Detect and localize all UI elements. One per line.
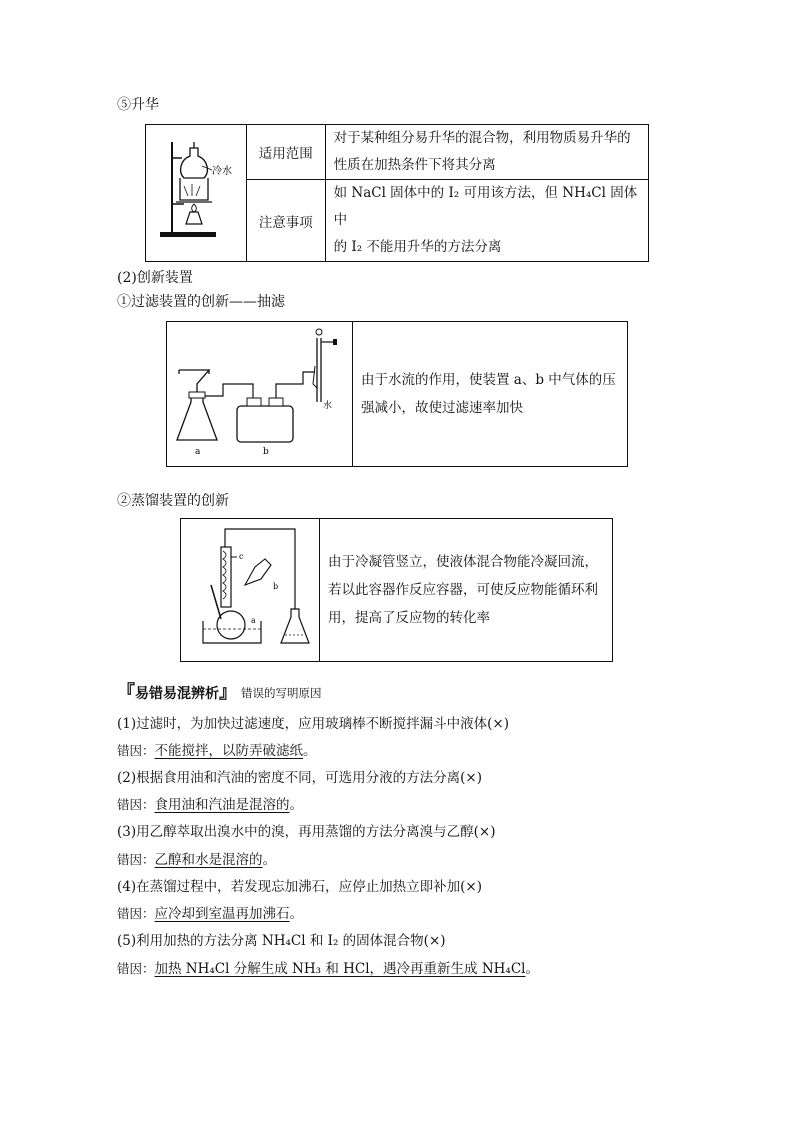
distillation-table	[180, 518, 613, 662]
reason-prefix: 错因：	[117, 797, 155, 812]
scope-content	[325, 125, 648, 180]
section-heading-filtration: ①过滤装置的创新——抽滤	[117, 294, 285, 310]
error-statement: (3)用乙醇萃取出溴水中的溴，再用蒸馏的方法分离溴与乙醇(×)	[117, 824, 496, 840]
distillation-description	[320, 519, 613, 662]
error-reason	[117, 850, 276, 870]
error-analysis-heading	[117, 683, 322, 703]
suction-filtration-figure	[167, 322, 352, 462]
section-heading-sublimation: ⑤升华	[117, 97, 159, 113]
distillation-line: 用，提高了反应物的转化率	[328, 610, 490, 626]
reason-end: 。	[289, 906, 304, 922]
section-heading-distillation: ②蒸馏装置的创新	[117, 493, 229, 509]
distillation-line: 由于冷凝管竖立，使液体混合物能冷凝回流，	[328, 554, 598, 570]
bottle-b-label: b	[263, 447, 269, 457]
reason-prefix: 错因：	[117, 743, 155, 758]
filtration-description	[353, 322, 628, 467]
error-analysis-title: 易错易混辨析	[135, 686, 219, 702]
distillation-figure-cell	[181, 519, 320, 662]
flask-a-label: a	[195, 447, 201, 457]
reflux-distillation-figure	[181, 519, 319, 657]
filtration-line: 由于水流的作用，使装置 a、b 中气体的压	[361, 372, 616, 388]
error-analysis-subtitle: 错误的写明原因	[241, 686, 322, 700]
error-reason	[117, 741, 317, 761]
notes-line: 的 I₂ 不能用升华的方法分离	[333, 239, 502, 255]
condenser-c-label: c	[239, 552, 244, 561]
bracket-close: 』	[219, 682, 237, 703]
error-statement: (5)利用加热的方法分离 NH₄Cl 和 I₂ 的固体混合物(×)	[117, 933, 446, 949]
reason-text: 食用油和汽油是混溶的	[154, 797, 290, 813]
filtration-table	[166, 321, 628, 467]
scope-line: 对于某种组分易升华的混合物，利用物质易升华的	[333, 130, 631, 146]
notes-content	[325, 180, 648, 262]
water-label: 水	[323, 401, 333, 411]
reason-end: 。	[262, 852, 277, 868]
flask-a-label: a	[251, 616, 256, 625]
reason-text: 乙醇和水是混溶的	[154, 852, 263, 868]
reason-prefix: 错因：	[117, 906, 155, 921]
reason-text: 不能搅拌，以防弄破滤纸	[154, 743, 304, 759]
error-reason	[117, 904, 303, 924]
error-statement: (4)在蒸馏过程中，若发现忘加沸石，应停止加热立即补加(×)	[117, 879, 482, 895]
reason-text: 加热 NH₄Cl 分解生成 NH₃ 和 HCl，遇冷再重新生成 NH₄Cl	[154, 961, 526, 977]
notes-line: 如 NaCl 固体中的 I₂ 可用该方法，但 NH₄Cl 固体中	[333, 185, 638, 228]
sublimation-apparatus-figure	[146, 134, 246, 248]
error-statement: (2)根据食用油和汽油的密度不同，可选用分液的方法分离(×)	[117, 770, 482, 786]
reason-prefix: 错因：	[117, 961, 155, 976]
error-reason	[117, 959, 539, 979]
bracket-open: 『	[117, 682, 135, 703]
section-heading-innovation: (2)创新装置	[117, 270, 193, 286]
notes-label: 注意事项	[247, 180, 326, 262]
scope-line: 性质在加热条件下将其分离	[333, 157, 496, 173]
sublimation-figure-cell	[146, 125, 247, 262]
reason-end: 。	[525, 961, 539, 977]
reason-prefix: 错因：	[117, 852, 155, 867]
filtration-figure-cell	[167, 322, 353, 467]
error-statement: (1)过滤时，为加快过滤速度，应用玻璃棒不断搅拌漏斗中液体(×)	[117, 716, 509, 732]
cold-water-label: 冷水	[212, 166, 232, 177]
sublimation-table	[145, 124, 649, 262]
reason-text: 应冷却到室温再加沸石	[154, 906, 290, 922]
reason-end: 。	[289, 797, 304, 813]
scope-label: 适用范围	[247, 125, 326, 180]
filtration-line: 强减小，故使过滤速率加快	[361, 400, 523, 416]
error-reason	[117, 795, 303, 815]
distillation-line: 若以此容器作反应容器，可使反应物能循环利	[328, 582, 598, 598]
funnel-b-label: b	[273, 582, 279, 591]
reason-end: 。	[303, 743, 317, 759]
